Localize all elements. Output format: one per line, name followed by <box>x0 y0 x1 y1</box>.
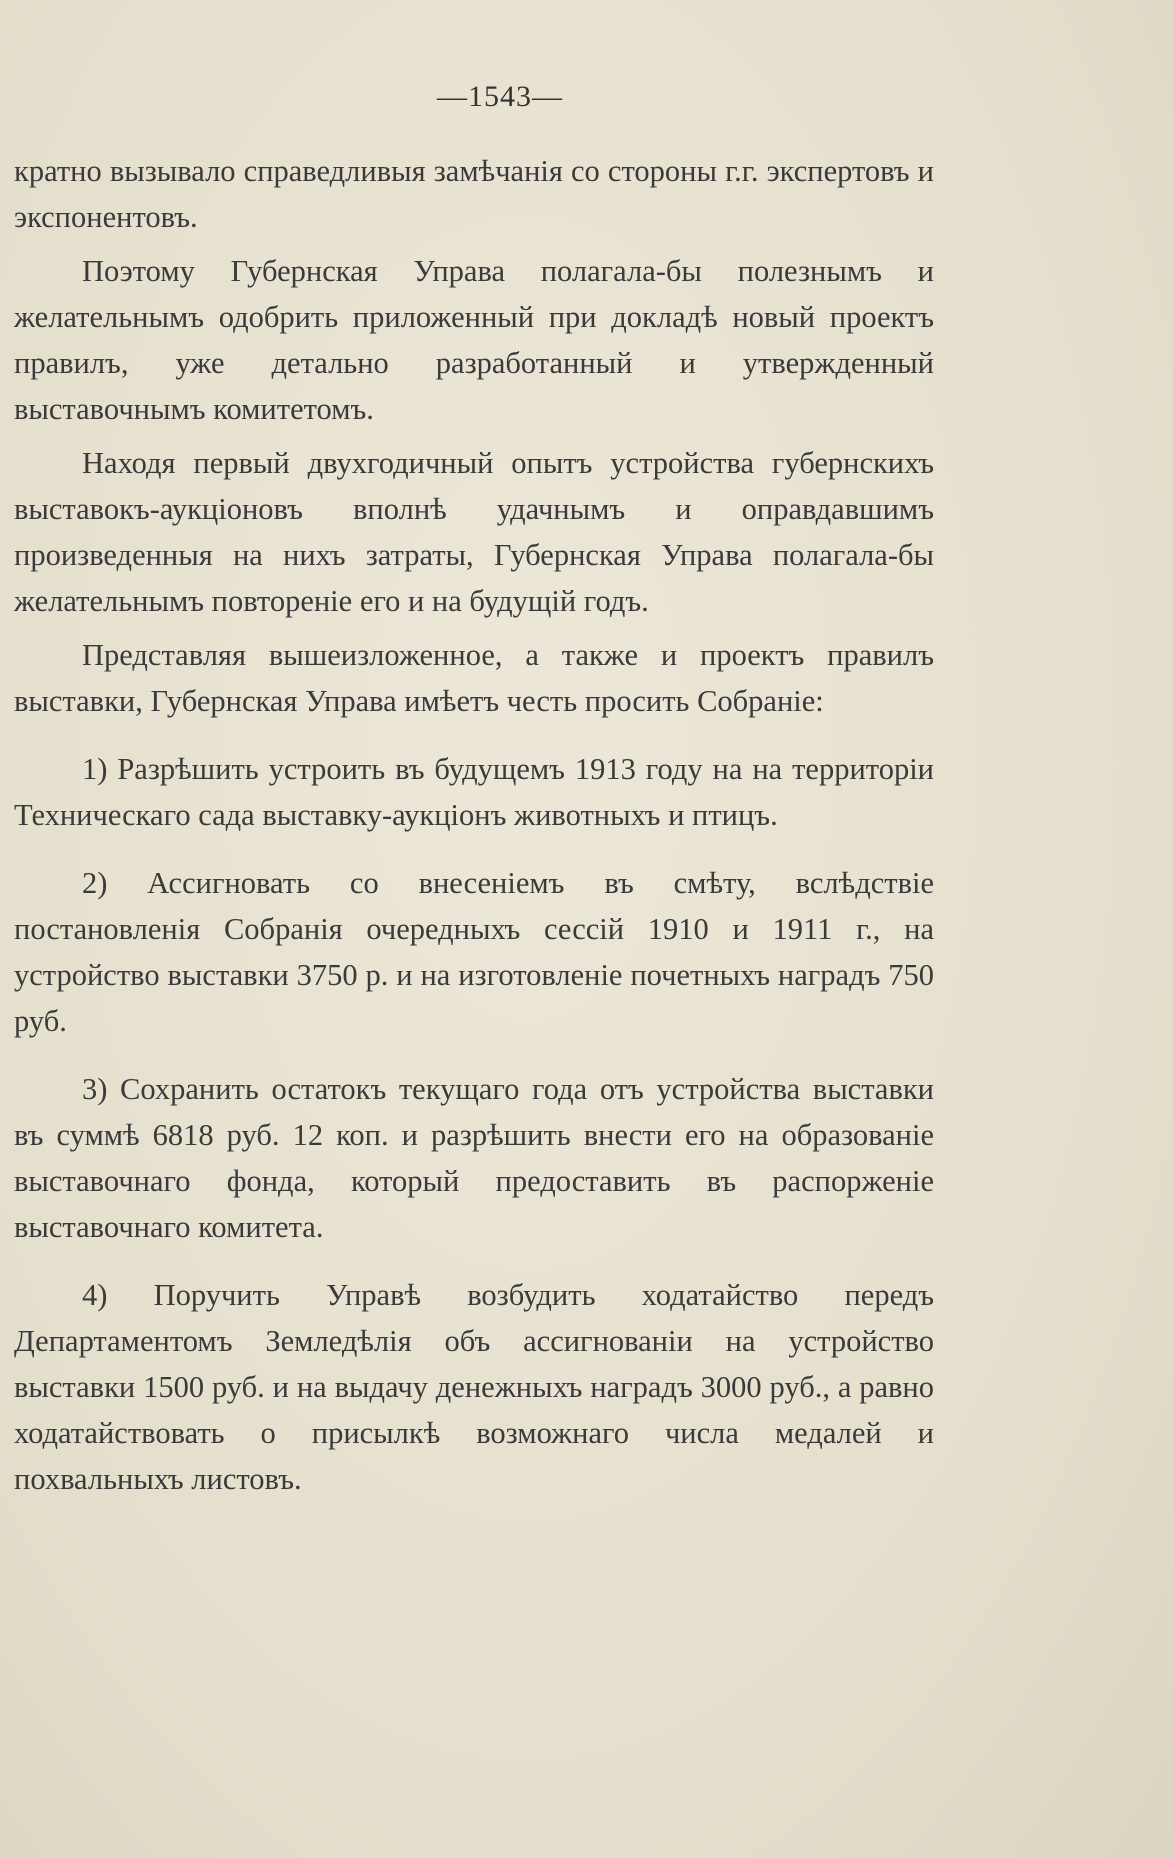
paragraph-proposal: Поэтому Губернская Управа полагала-бы полезнымъ и желательнымъ одобрить приложенный при докладѣ новый проектъ правилъ, уже детально разработанный и утвержденный выставочнымъ комитетомъ. <box>14 254 934 426</box>
list-item-3: 3) Сохранить остатокъ текущаго года отъ устройства выставки въ суммѣ 6818 руб. 12 коп. и разрѣшить внести его на образованіе выставочнаго фонда, который предоставить въ распорженіе выставочнаго комитета. <box>14 1072 934 1244</box>
list-item-2: 2) Ассигновать со внесеніемъ въ смѣту, вслѣдствіе постановленія Собранія очередныхъ сессій 1910 и 1911 г., на устройство выставки 3750 р. и на изготовленіе почетныхъ наградъ 750 руб. <box>14 866 934 1038</box>
paragraph-request: Представляя вышеизложенное, а также и проектъ правилъ выставки, Губернская Управа имѣетъ честь просить Собраніе: <box>14 638 934 718</box>
page-number: —1543— <box>437 80 563 113</box>
paragraph-continuation: кратно вызывало справедливыя замѣчанія со стороны г.г. экспертовъ и экспонентовъ. <box>14 154 934 234</box>
list-item-4: 4) Поручить Управѣ возбудить ходатайство передъ Департаментомъ Земледѣлія объ ассигнованіи на устройство выставки 1500 руб. и на выдачу денежныхъ наградъ 3000 руб., а равно ходатайствовать о присылкѣ возможнаго числа медалей и похвальныхъ листовъ. <box>14 1278 934 1496</box>
list-item-1: 1) Разрѣшить устроить въ будущемъ 1913 году на на территоріи Техническаго сада выставку-аукціонъ животныхъ и птицъ. <box>14 752 934 832</box>
paragraph-experience: Находя первый двухгодичный опытъ устройства губернскихъ выставокъ-аукціоновъ вполнѣ удачнымъ и оправдавшимъ произведенныя на нихъ затраты, Губернская Управа полагала-бы желательнымъ повтореніе его и на будущій годъ. <box>14 446 934 618</box>
body-text <box>14 148 934 1502</box>
